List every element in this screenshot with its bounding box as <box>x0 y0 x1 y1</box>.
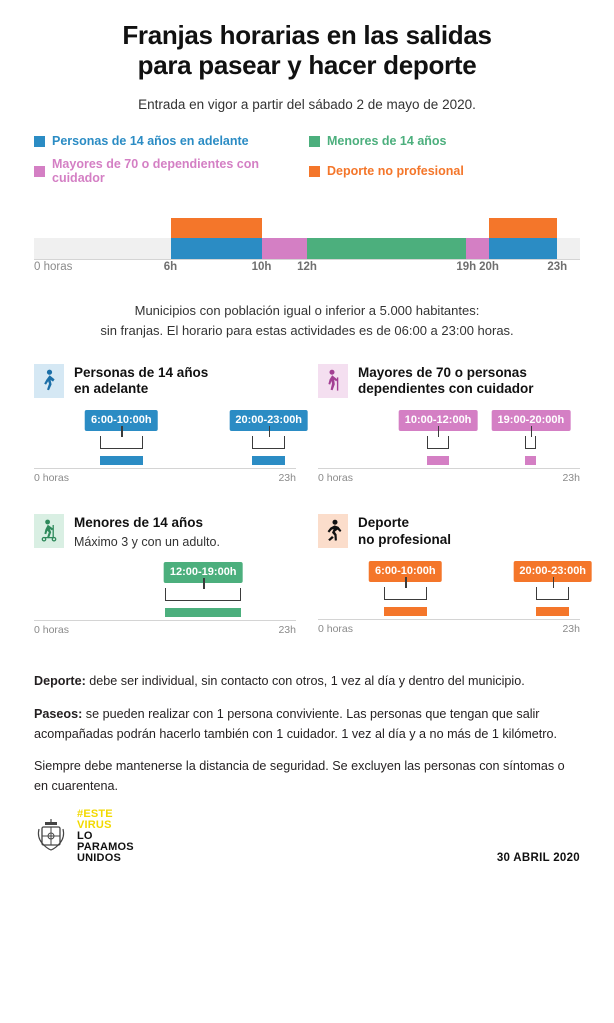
time-band-label: 20:00-23:00h <box>513 561 592 582</box>
child-scooter-icon <box>34 514 64 548</box>
legend-label: Deporte no profesional <box>327 164 464 179</box>
time-band-bar <box>384 607 428 616</box>
timeline-tick-label: 23h <box>547 261 568 274</box>
mini-axis-end-label: 23h <box>562 472 580 485</box>
slogan-line-5: UNIDOS <box>77 852 121 865</box>
time-band-bar <box>427 456 449 465</box>
panel-deporte <box>318 514 587 648</box>
footnote-paseos <box>34 705 580 744</box>
legend-swatch-icon <box>34 166 45 177</box>
panel-header <box>34 364 296 399</box>
time-band-bar <box>536 607 569 616</box>
panel-title-block <box>74 364 208 399</box>
panel-title-block <box>358 364 534 399</box>
time-band-bracket <box>384 587 428 600</box>
panel-adultos <box>34 364 303 497</box>
legend-swatch-icon <box>34 136 45 147</box>
timeline-segment-sport <box>171 218 262 238</box>
footnote-text: se pueden realizar con 1 persona conviviente. Las personas que tengan que salir acompañadas podrán hacerlo también con 1 cuidador. 1 vez al día y a no más de 1 kilómetro. <box>34 706 557 741</box>
mini-axis-line <box>318 468 580 469</box>
panel-title-line-1: Menores de 14 años <box>74 515 204 531</box>
mini-timeline <box>318 561 587 647</box>
time-band-label: 6:00-10:00h <box>369 561 442 582</box>
running-person-icon <box>318 514 348 548</box>
mini-axis-end-label: 23h <box>278 624 296 637</box>
timeline-tick-label: 6h <box>163 261 178 274</box>
spain-coat-of-arms-icon <box>34 817 68 857</box>
time-band-bar <box>100 456 144 465</box>
panel-header <box>318 364 580 399</box>
panel-subtitle: Máximo 3 y con un adulto. <box>74 535 220 550</box>
time-band-bracket <box>536 587 569 600</box>
timeline-tick-label: 0 horas <box>34 261 73 274</box>
panel-menores <box>34 514 296 648</box>
panel-header <box>34 514 296 550</box>
timeline-tick-label: 20h <box>479 261 499 274</box>
walking-person-icon <box>34 364 64 398</box>
panel-title-line-2: en adelante <box>74 381 149 397</box>
timeline-segment <box>489 238 557 259</box>
legend-label: Personas de 14 años en adelante <box>52 134 249 149</box>
footnote-distancia <box>34 757 580 796</box>
panel-title-block <box>74 514 220 550</box>
slogan-line-2: VIRUS <box>77 819 112 832</box>
timeline-segment <box>171 238 262 259</box>
mini-timeline <box>34 410 303 496</box>
mini-axis-start-label: 0 horas <box>318 623 354 636</box>
mini-axis-end-label: 23h <box>278 472 296 485</box>
timeline-tick-label: 10h <box>251 261 272 274</box>
page-subtitle: Entrada en vigor a partir del sábado 2 de mayo de 2020. <box>138 97 476 113</box>
time-band-label: 6:00-10:00h <box>85 410 158 431</box>
time-band-label: 12:00-19:00h <box>164 562 243 583</box>
panel-mayores <box>318 364 580 497</box>
time-band-bracket <box>525 436 536 449</box>
mini-timeline <box>318 410 580 496</box>
time-band-bar <box>165 608 241 617</box>
master-timeline <box>34 211 580 283</box>
time-band-label: 10:00-12:00h <box>399 410 478 431</box>
footnote-text: Siempre debe mantenerse la distancia de seguridad. Se excluyen las personas con síntomas o en cuarentena. <box>34 759 565 793</box>
slogan-line-3: LO <box>77 830 93 843</box>
footer-bar <box>34 809 580 864</box>
page-title <box>34 0 580 80</box>
timeline-tick-label: 12h <box>297 261 317 274</box>
time-band-bar <box>525 456 536 465</box>
legend-label: Mayores de 70 o dependientes con cuidador <box>52 157 260 186</box>
time-band-bracket <box>427 436 449 449</box>
mini-axis-line <box>318 619 580 620</box>
slogan-line-4: PARAMOS <box>77 841 134 854</box>
publication-date: 30 ABRIL 2020 <box>496 852 580 865</box>
mini-axis-start-label: 0 horas <box>34 472 70 485</box>
time-band-label: 19:00-20:00h <box>492 410 571 431</box>
timeline-segment <box>307 238 466 259</box>
timeline-tick-label: 19h <box>456 261 477 274</box>
time-band-bar <box>252 456 285 465</box>
legend-item-menores <box>309 134 580 148</box>
time-band-bracket <box>100 436 144 449</box>
panel-header <box>318 514 580 549</box>
panel-title-line-1: Deporte <box>358 515 410 531</box>
panel-title-block <box>358 514 451 549</box>
footnote-text: debe ser individual, sin contacto con otros, 1 vez al día y dentro del municipio. <box>85 674 525 689</box>
elderly-person-cane-icon <box>318 364 348 398</box>
time-band-bracket <box>165 588 241 601</box>
legend-label: Menores de 14 años <box>327 134 447 149</box>
mini-axis-line <box>34 468 296 469</box>
mini-axis-start-label: 0 horas <box>34 624 70 637</box>
footnote-label: Deporte: <box>34 674 86 689</box>
time-band-bracket <box>252 436 285 449</box>
legend <box>34 134 580 185</box>
footnote-label: Paseos: <box>34 706 83 721</box>
note-line-1: Municipios con población igual o inferior a 5.000 habitantes: <box>134 303 480 319</box>
time-band-label: 20:00-23:00h <box>229 410 308 431</box>
panel-title-line-2: dependientes con cuidador <box>358 381 534 397</box>
legend-item-deporte <box>309 157 580 185</box>
legend-item-mayores <box>34 157 305 185</box>
title-line-2: para pasear y hacer deporte <box>137 50 477 81</box>
mini-axis-start-label: 0 horas <box>318 472 354 485</box>
note-line-2: sin franjas. El horario para estas actividades es de 06:00 a 23:00 horas. <box>100 323 514 339</box>
panel-title-line-1: Personas de 14 años <box>74 364 209 380</box>
timeline-segment <box>466 238 489 259</box>
campaign-slogan <box>77 809 134 864</box>
panel-title-line-2: no profesional <box>358 532 452 548</box>
timeline-axis <box>34 259 580 260</box>
timeline-segment <box>262 238 308 259</box>
legend-swatch-icon <box>309 166 320 177</box>
title-line-1: Franjas horarias en las salidas <box>122 20 492 50</box>
slogan-line-1: #ESTE <box>77 808 113 821</box>
timeline-segment-sport <box>489 218 557 238</box>
legend-swatch-icon <box>309 136 320 147</box>
footnotes <box>34 672 580 796</box>
mini-axis-end-label: 23h <box>562 623 580 636</box>
footer-branding <box>34 809 134 864</box>
panel-title-line-1: Mayores de 70 o personas <box>358 364 527 380</box>
legend-item-adultos <box>34 134 305 148</box>
small-towns-note <box>34 301 580 341</box>
footnote-deporte <box>34 672 580 692</box>
mini-axis-line <box>34 620 296 621</box>
mini-timeline <box>34 562 296 648</box>
panels-grid <box>34 364 587 649</box>
